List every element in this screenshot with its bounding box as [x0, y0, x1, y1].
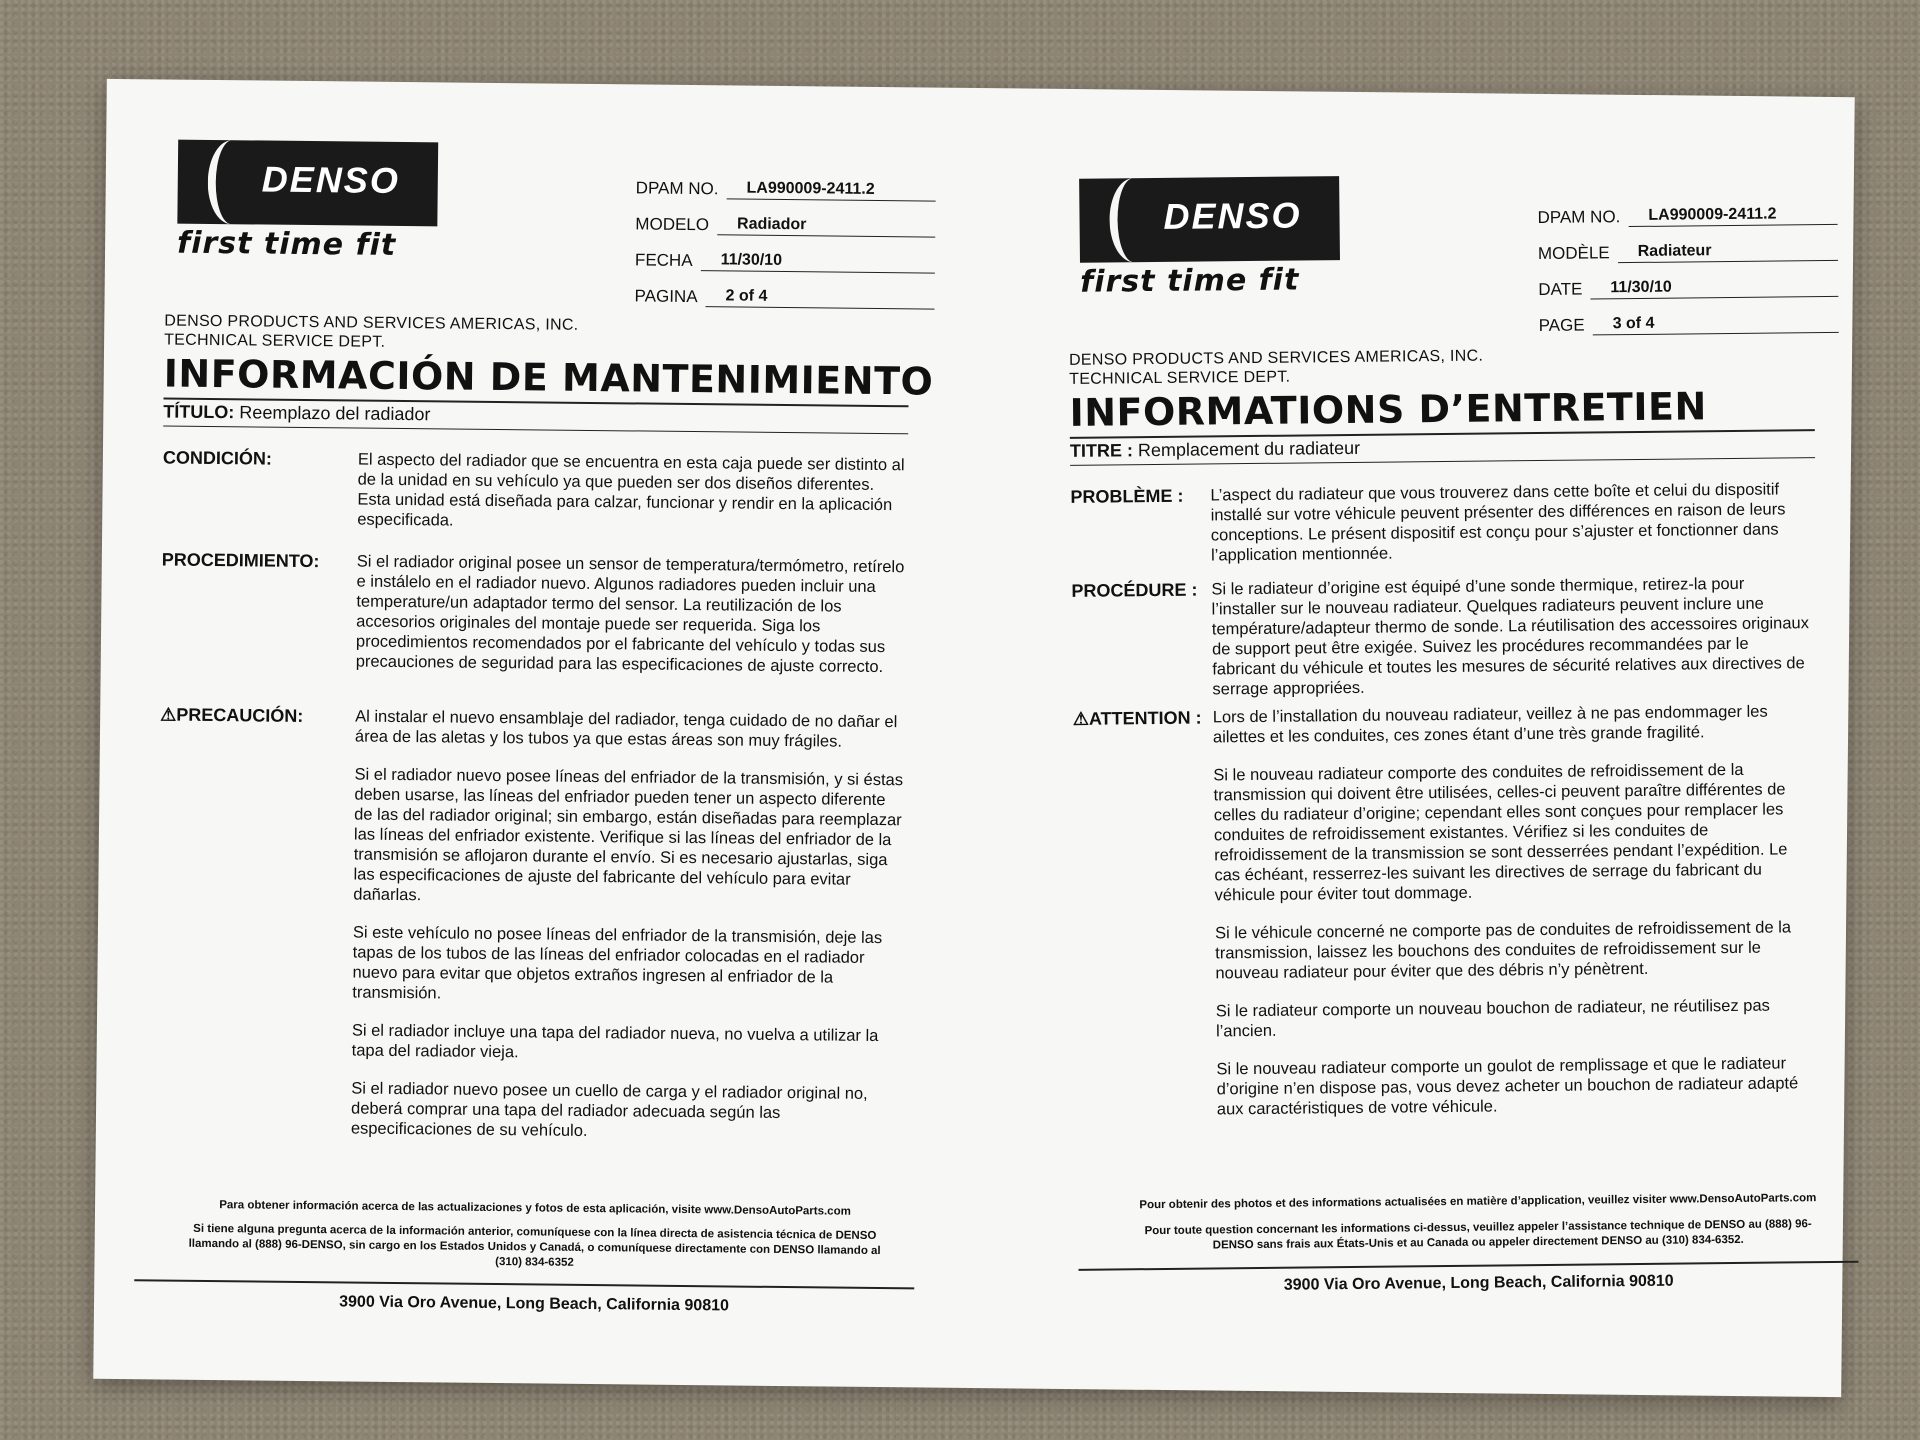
paragraph: Si le nouveau radiateur comporte des conduites de refroidissement de la transmission qui doivent être utilisées, celles-ci peuvent paraître différentes de celles du radiateur d’origine; cependant elles sont conçues pour remplacer les conduites de refroidissement existantes. Vérifiez si les conduites de refroidissement de la transmission se sont desserrées pendant l’expédition. Le cas échéant, resserrez-les suivant les directives de serrage du fabricant du véhicule pour éviter tout dommage. — [1213, 760, 1788, 905]
meta-label: DATE — [1538, 279, 1583, 300]
subtitle — [163, 401, 430, 425]
company-line2: TECHNICAL SERVICE DEPT. — [164, 331, 386, 351]
company-line2: TECHNICAL SERVICE DEPT. — [1069, 368, 1291, 388]
footer-contact-note: Pour toute question concernant les informations ci-dessus, veuillez appeler l’assistance technique de DENSO au (888) 96-DENSO sans frais aux États-Unis et au Canada ou appeler directement DENSO au (310) 834-6352. — [1144, 1218, 1812, 1252]
footer-web-note: Pour obtenir des photos et des informations actualisées en matière d’application, veuillez visiter www.DensoAutoParts.com — [1139, 1192, 1817, 1212]
footer-contact-note: Si tiene alguna pregunta acerca de la información anterior, comuníquese con la línea directa de asistencia técnica de DENSO llamando al (888) 96-DENSO, sin cargo en los Estados Unidos y Canadá, o comuníquese directamente con DENSO llamando al (310) 834-6352 — [188, 1222, 881, 1269]
meta-row-page — [1538, 297, 1838, 336]
denso-logo-box — [177, 140, 438, 227]
meta-label: MODELO — [635, 214, 710, 235]
paragraph: Lors de l’installation du nouveau radiateur, veillez à ne pas endommager les ailettes et les conduites, ces zones étant d’une très grande fragilité. — [1212, 702, 1768, 747]
subtitle-value: Reemplazo del radiador — [239, 402, 431, 425]
tagline: first time fit — [1080, 262, 1300, 300]
company-name — [1069, 347, 1484, 389]
paragraph: Si el radiador nuevo posee un cuello de carga y el radiador original no, deberá comprar una tapa del radiador adecuada según las especificaciones de su vehículo. — [350, 1079, 868, 1140]
section-label: ⚠PRECAUCIÓN: — [160, 704, 304, 726]
section-body — [351, 707, 906, 1163]
paragraph: Si el radiador incluye una tapa del radiador nueva, no vuelva a utilizar la tapa del radiador vieja. — [351, 1021, 879, 1062]
meta-value: 11/30/10 — [1590, 277, 1838, 300]
address: 3900 Via Oro Avenue, Long Beach, California 90810 — [339, 1293, 730, 1315]
main-title: INFORMATIONS D’ENTRETIEN — [1069, 384, 1707, 435]
meta-label: PAGINA — [634, 286, 698, 307]
meta-row-page — [635, 270, 935, 309]
section-body — [1211, 573, 1812, 717]
meta-row-dpam — [1537, 189, 1837, 228]
paragraph: Si el radiador original posee un sensor de temperatura/termómetro, retírelo e instálelo en el radiador nuevo. Algunos radiadores pueden incluir una temperature/un adaptador termo del sensor. La reutilización de los accesorios originales del montaje puede ser requerida. Siga los procedimientos recomendados por el fabricante del vehículo y todas sus precauciones de seguridad para las especificaciones de ajuste correcto. — [355, 552, 905, 677]
meta-value: LA990009-2411.2 — [1628, 205, 1837, 227]
logo-swoosh-icon — [207, 140, 256, 224]
denso-logo — [177, 140, 438, 264]
paragraph: Si le véhicule concerné ne comporte pas de conduites de refroidissement de la transmission, laissez les bouchons des conduites de refroidissement sur le nouveau radiateur pour éviter que des débris n’y pénètrent. — [1214, 918, 1792, 983]
logo-text: DENSO — [261, 158, 401, 201]
meta-value: 2 of 4 — [705, 287, 934, 309]
paragraph: Si el radiador nuevo posee líneas del enfriador de la transmisión, y si éstas deben usarse, las líneas del enfriador pueden tener un aspecto diferente de las del radiador original; sin embargo, están diseñadas para reemplazar las líneas del enfriador existente. Verifique si las líneas del enfriador de la transmisión se aflojaron durante el envío. Si es necesario ajustarlas, siga las especificaciones de ajuste del fabricante del vehículo para evitar dañarlas. — [353, 765, 904, 905]
main-title: INFORMACIÓN DE MANTENIMIENTO — [163, 351, 934, 404]
tagline: first time fit — [176, 225, 397, 263]
subtitle-label: TÍTULO: — [163, 401, 235, 423]
paragraph: El aspecto del radiador que se encuentra en esta caja puede ser distinto al de la unidad en su vehículo ya que pueden ser dos diseños diferentes. Esta unidad está diseñada para calzar, funcionar y rendir en la aplicación especificada. — [357, 450, 905, 530]
meta-value: LA990009-2411.2 — [726, 179, 935, 201]
section-procedure — [161, 549, 942, 687]
company-line1: DENSO PRODUCTS AND SERVICES AMERICAS, INC. — [1068, 347, 1484, 369]
section-body — [1213, 701, 1817, 1137]
section-caution — [154, 704, 940, 1272]
right-panel-french — [1066, 110, 1900, 1419]
section-label: CONDICIÓN: — [162, 447, 272, 469]
paragraph: Al instalar el nuevo ensamblaje del radiador, tenga cuidado de no dañar el área de las aletas y los tubos ya que estas áreas son muy frágiles. — [354, 707, 898, 751]
section-body — [355, 552, 906, 696]
meta-label: FECHA — [634, 250, 693, 271]
company-line1: DENSO PRODUCTS AND SERVICES AMERICAS, INC. — [164, 312, 579, 334]
company-name — [164, 311, 579, 353]
logo-swoosh-icon — [1109, 178, 1158, 262]
address: 3900 Via Oro Avenue, Long Beach, California 90810 — [1283, 1272, 1674, 1294]
left-panel-spanish — [153, 80, 987, 1389]
meta-label: PAGE — [1538, 315, 1585, 336]
subtitle-divider — [163, 425, 908, 434]
meta-block — [635, 162, 936, 309]
meta-row-date — [635, 234, 935, 273]
paragraph: Si le nouveau radiateur comporte un goulot de remplissage et que le radiateur d’origine n’en dispose pas, vous devez acheter un bouchon de radiateur adapté aux caractéristiques de votre véhicule. — [1216, 1054, 1799, 1119]
section-condition — [162, 447, 943, 545]
meta-label: MODÈLE — [1537, 243, 1610, 264]
section-label: ⚠ATTENTION : — [1072, 707, 1202, 729]
footer-divider — [1079, 1261, 1859, 1271]
meta-value: 11/30/10 — [700, 251, 935, 273]
section-label: PROBLÈME : — [1070, 485, 1184, 507]
section-body — [357, 450, 908, 554]
footer-web-note: Para obtener información acerca de las actualizaciones y fotos de esta aplicación, visite www.DensoAutoParts.com — [219, 1199, 851, 1218]
meta-row-model — [1538, 225, 1838, 264]
section-attention — [1073, 701, 1858, 1229]
paragraph: Si le radiateur d’origine est équipé d’une sonde thermique, retirez-la pour l’installer sur le nouveau radiateur. Quelques radiateurs peuvent inclure une température/adapteur thermo de sonde. La réutilisation des accessoires originaux de support peut être exigée. Suivez les procédures recommandées par le fabricant du véhicule et toutes les mesures de sécurité relatives aux directives de serrage appropriées. — [1211, 574, 1809, 699]
denso-logo — [1079, 176, 1340, 300]
meta-block — [1537, 189, 1838, 336]
paragraph: Si le radiateur comporte un nouveau bouchon de radiateur, ne réutilisez pas l’ancien. — [1215, 996, 1770, 1041]
section-body — [1210, 479, 1811, 583]
section-label: PROCÉDURE : — [1071, 579, 1198, 601]
service-sheet — [93, 79, 1855, 1397]
section-label: PROCEDIMIENTO: — [161, 549, 320, 572]
meta-row-date — [1538, 261, 1838, 300]
section-problem — [1070, 479, 1851, 577]
logo-text: DENSO — [1163, 194, 1302, 237]
paragraph: Si este vehículo no posee líneas del enfriador de la transmisión, deje las tapas de los tubos de las líneas del enfriador colocadas en el radiador nuevo para evitar que objetos extraños ingresen al enfriador de la transmisión. — [352, 923, 883, 1003]
section-procedure — [1071, 573, 1852, 711]
meta-value: Radiador — [717, 215, 936, 237]
meta-value: Radiateur — [1618, 241, 1838, 263]
denso-logo-box — [1079, 176, 1340, 263]
meta-value: 3 of 4 — [1593, 313, 1839, 336]
meta-label: DPAM NO. — [635, 178, 719, 199]
subtitle-label: TITRE : — [1069, 440, 1134, 461]
meta-label: DPAM NO. — [1537, 207, 1621, 228]
meta-row-dpam — [636, 162, 936, 201]
subtitle — [1070, 438, 1360, 462]
meta-row-model — [635, 198, 935, 237]
paragraph: L’aspect du radiateur que vous trouverez dans cette boîte et celui du dispositif installé sur votre véhicule peuvent présenter des différences en raison de leurs conceptions. Le présent dispositif est conçu pour s’ajuster et fonctionner dans l’application mentionnée. — [1210, 480, 1786, 565]
subtitle-value: Remplacement du radiateur — [1137, 437, 1361, 461]
footer-divider — [134, 1279, 914, 1289]
